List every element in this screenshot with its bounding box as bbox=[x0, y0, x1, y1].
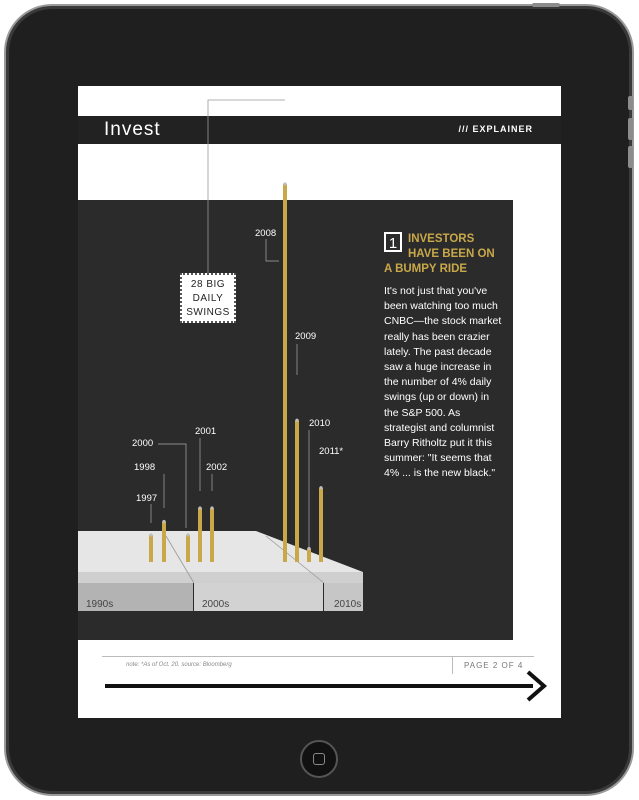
footer-divider bbox=[102, 656, 534, 657]
year-label: 2002 bbox=[206, 462, 228, 473]
body-line: CNBC—the stock market bbox=[384, 315, 502, 328]
body-line: strategist and columnist bbox=[384, 421, 495, 434]
body-line: It's not just that you've bbox=[384, 285, 488, 297]
bar-tip-marker bbox=[283, 182, 286, 185]
body-line: really has been crazier bbox=[384, 330, 490, 343]
home-square-icon bbox=[313, 753, 325, 765]
bar-tip-marker bbox=[295, 419, 298, 422]
year-label: 1997 bbox=[136, 493, 158, 504]
heading-line: INVESTORS bbox=[408, 233, 475, 245]
body-line: swings (up or down) in bbox=[384, 391, 490, 404]
bar-2001 bbox=[198, 508, 202, 562]
body-line: lately. The past decade bbox=[384, 345, 492, 358]
decade-label: 1990s bbox=[86, 599, 114, 610]
bar-2011* bbox=[319, 488, 323, 562]
bar-tip-marker bbox=[162, 520, 165, 523]
year-label: 2009 bbox=[295, 331, 317, 342]
footer-separator bbox=[452, 656, 453, 674]
body-line: summer: "It seems that bbox=[384, 452, 492, 465]
leader-line-2008 bbox=[266, 239, 279, 261]
body-line: Barry Ritholtz put it this bbox=[384, 437, 492, 450]
callout-box bbox=[180, 273, 236, 323]
body-line: 4% ... is the new black." bbox=[384, 467, 496, 480]
body-line: saw a huge increase in bbox=[384, 361, 492, 374]
bar-tip-marker bbox=[319, 486, 322, 489]
callout-leader bbox=[208, 100, 285, 273]
year-label: 2011* bbox=[319, 446, 344, 457]
bar-2009 bbox=[295, 420, 299, 562]
article-heading bbox=[384, 232, 509, 277]
bar-2010 bbox=[307, 549, 311, 563]
heading-line: A BUMPY RIDE bbox=[384, 263, 468, 275]
bar-2002 bbox=[210, 508, 214, 562]
screen bbox=[78, 86, 561, 718]
callout-line: 28 BIG bbox=[190, 279, 226, 290]
volume-button-3 bbox=[628, 146, 633, 168]
bar-tip-marker bbox=[149, 533, 152, 536]
section-tag: /// EXPLAINER bbox=[458, 124, 533, 134]
year-label: 2001 bbox=[195, 426, 217, 437]
year-label: 1998 bbox=[134, 462, 156, 473]
power-button bbox=[532, 3, 560, 7]
bar-1997 bbox=[149, 535, 153, 562]
home-button[interactable] bbox=[300, 740, 338, 778]
body-line: the number of 4% daily bbox=[384, 376, 492, 389]
year-label: 2000 bbox=[132, 438, 154, 449]
bar-tip-marker bbox=[198, 506, 201, 509]
year-label: 2008 bbox=[255, 228, 277, 239]
section-title: Invest bbox=[104, 119, 161, 140]
source-note: note: *As of Oct. 20. source: Bloomberg bbox=[126, 662, 232, 668]
callout-line: SWINGS bbox=[186, 307, 230, 318]
year-label: 2010 bbox=[309, 418, 331, 429]
decade-label: 2000s bbox=[202, 599, 230, 610]
bar-2000 bbox=[186, 535, 190, 562]
bar-tip-marker bbox=[210, 506, 213, 509]
leader-line-2000 bbox=[158, 444, 186, 528]
volume-button bbox=[628, 96, 633, 110]
volume-button-2 bbox=[628, 118, 633, 140]
page-indicator: PAGE 2 OF 4 bbox=[464, 661, 524, 670]
body-line: been watching too much bbox=[384, 300, 498, 313]
callout-line: DAILY bbox=[192, 293, 224, 304]
heading-line: HAVE BEEN ON bbox=[408, 248, 495, 260]
bar-tip-marker bbox=[186, 533, 189, 536]
platform-front-edge bbox=[78, 572, 363, 583]
article-body bbox=[384, 284, 512, 482]
bar-2008 bbox=[283, 184, 287, 562]
number-badge: 1 bbox=[384, 232, 402, 252]
body-line: the S&P 500. As bbox=[384, 406, 461, 419]
bar-1998 bbox=[162, 522, 166, 563]
decade-label: 2010s bbox=[334, 599, 362, 610]
